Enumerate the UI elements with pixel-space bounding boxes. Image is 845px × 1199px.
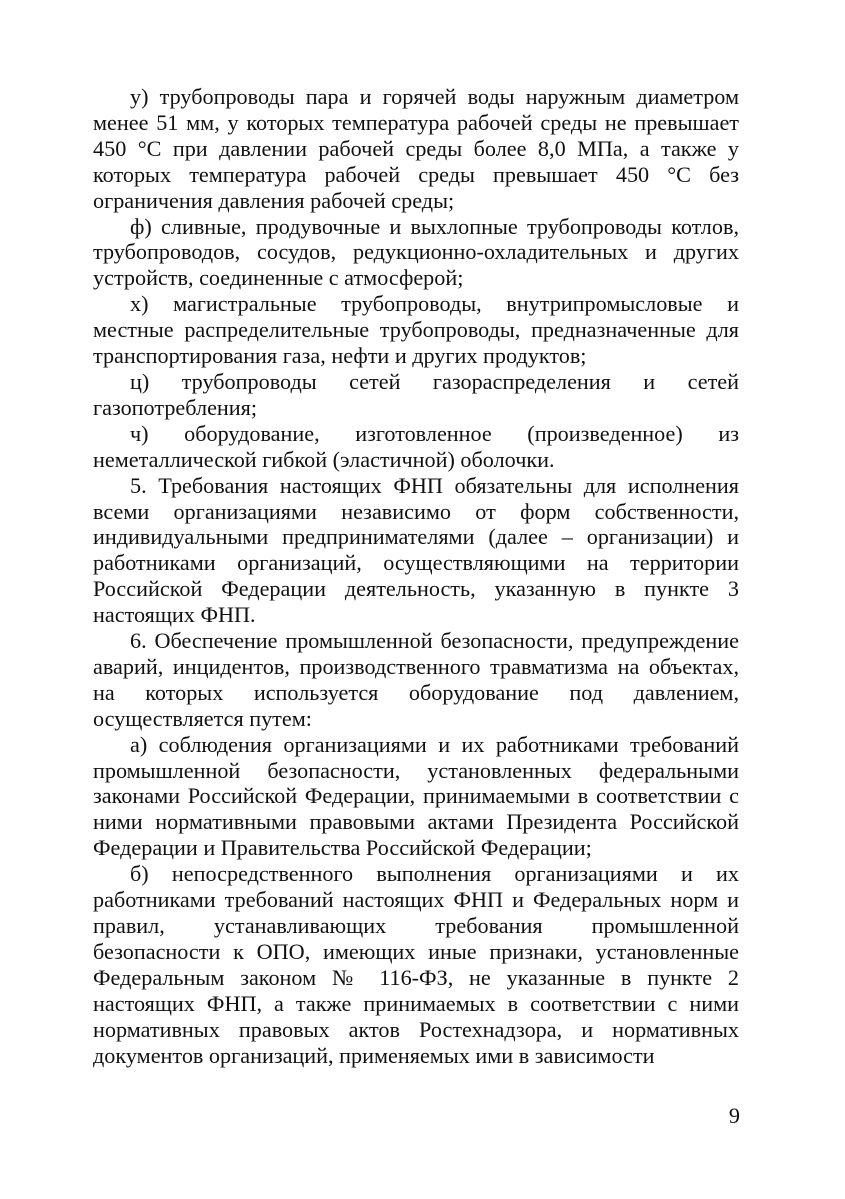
paragraph-item-kh: х) магистральные трубопроводы, внутрипромысловые и местные распределительные трубопроводы, предназначенные для транспортирования газа, нефти и других продуктов; (93, 291, 739, 369)
paragraph-item-b: б) непосредственного выполнения организациями и их работниками требований настоящих ФНП и Федеральных норм и правил, устанавливающих требования промышленной безопасности к ОПО, имеющих иные признаки, установленные Федеральным законом № 116-ФЗ, не указанные в пункте 2 настоящих ФНП, а также принимаемых в соответствии с ними нормативных правовых актов Ростехнадзора, и нормативных документов организаций, применяемых ими в зависимости (93, 861, 739, 1068)
paragraph-item-u: у) трубопроводы пара и горячей воды наружным диаметром менее 51 мм, у которых температура рабочей среды не превышает 450 °С при давлении рабочей среды более 8,0 МПа, а также у которых температура рабочей среды превышает 450 °С без ограничения давления рабочей среды; (93, 84, 739, 213)
paragraph-item-ts: ц) трубопроводы сетей газораспределения и сетей газопотребления; (93, 368, 739, 420)
paragraph-item-a: а) соблюдения организациями и их работниками требований промышленной безопасности, установленных федеральными законами Российской Федерации, принимаемыми в соответствии с ними нормативными правовыми актами Президента Российской Федерации и Правительства Российской Федерации; (93, 731, 739, 861)
paragraph-item-ch: ч) оборудование, изготовленное (произведенное) из неметаллической гибкой (эластичной) оболочки. (93, 420, 739, 472)
paragraph-clause-6: 6. Обеспечение промышленной безопасности, предупреждение аварий, инцидентов, производственного травматизма на объектах, на которых используется оборудование под давлением, осуществляется путем: (93, 628, 739, 731)
paragraph-clause-5: 5. Требования настоящих ФНП обязательны для исполнения всеми организациями независимо от форм собственности, индивидуальными предпринимателями (далее – организации) и работниками организаций, осуществляющими на территории Российской Федерации деятельность, указанную в пункте 3 настоящих ФНП. (93, 472, 739, 628)
page-number: 9 (728, 1103, 740, 1128)
document-page (93, 84, 739, 1068)
paragraph-item-f: ф) сливные, продувочные и выхлопные трубопроводы котлов, трубопроводов, сосудов, редукционно-охладительных и других устройств, соединенные с атмосферой; (93, 213, 739, 291)
